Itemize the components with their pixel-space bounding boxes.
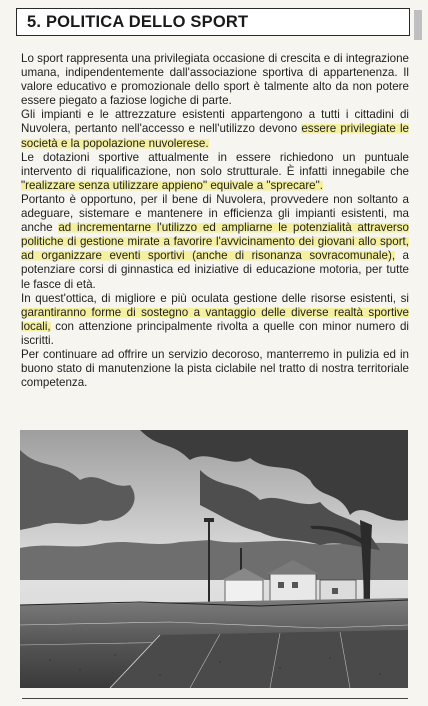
paragraph-4 (21, 193, 409, 292)
paragraph-text: a potenziare corsi di ginnastica ed iniziative di educazione motoria, per tutte le fasce di età. (21, 249, 409, 291)
paragraph-2 (21, 108, 409, 150)
paragraph-text: Le dotazioni sportive attualmente in essere richiedono un puntuale intervento di riqualificazione, non solo strutturale. È infatti innegabile che (21, 150, 409, 178)
paragraph-text: Lo sport rappresenta una privilegiata occasione di crescita e di integrazione umana, indipendentemente dall'associazione sportiva di appartenenza. Il valore educativo e promozionale dello sport è talmente alto da non potere essere piegato a faziose logiche di parte. (21, 52, 409, 108)
sports-field-photo (20, 430, 408, 688)
highlighted-text: ad incrementarne l'utilizzo ed ampliarne le potenzialità attraverso politiche di gestione mirate a favorire l'avvicinamento dei giovani allo sport, ad organizzare eventi sportivi (anche di risonanza sovracomunale), (21, 221, 409, 263)
paragraph-5 (21, 292, 409, 348)
bottom-rule (22, 698, 408, 699)
paragraph-text: In quest'ottica, di migliore e più oculata gestione delle risorse esistenti, si (21, 291, 409, 305)
section-header (16, 8, 410, 36)
paragraph-3 (21, 151, 409, 193)
section-title: 5. POLITICA DELLO SPORT (27, 13, 249, 31)
photo-illustration (20, 430, 408, 688)
section-header-shadow (414, 10, 422, 40)
paragraph-6 (21, 348, 409, 390)
highlighted-text: garantiranno forme di sostegno a vantaggio delle diverse realtà sportive locali, (21, 305, 409, 333)
paragraph-text: Portanto è opportuno, per il bene di Nuvolera, provvedere non soltanto a adeguare, sistemare e mantenere in efficienza gli impianti esistenti, ma anche (21, 192, 409, 235)
paragraph-text: Per continuare ad offrire un servizio decoroso, manterremo in pulizia ed in buono stato di manutenzione la pista ciclabile nel tratto di nostra territoriale competenza. (21, 347, 409, 390)
paragraph-text: con attenzione principalmente rivolta a quelle con minor numero di iscritti. (21, 319, 409, 347)
highlighted-text: "realizzare senza utilizzare appieno" equivale a "sprecare". (21, 178, 323, 192)
highlighted-text: essere privilegiate le società e la popolazione nuvolerese. (21, 122, 410, 150)
paragraph-1 (21, 52, 409, 108)
paragraph-text: Gli impianti e le attrezzature esistenti appartengono a tutti i cittadini di Nuvolera, pertanto nell'accesso e nell'utilizzo devono (21, 108, 409, 136)
body-text (21, 52, 409, 390)
